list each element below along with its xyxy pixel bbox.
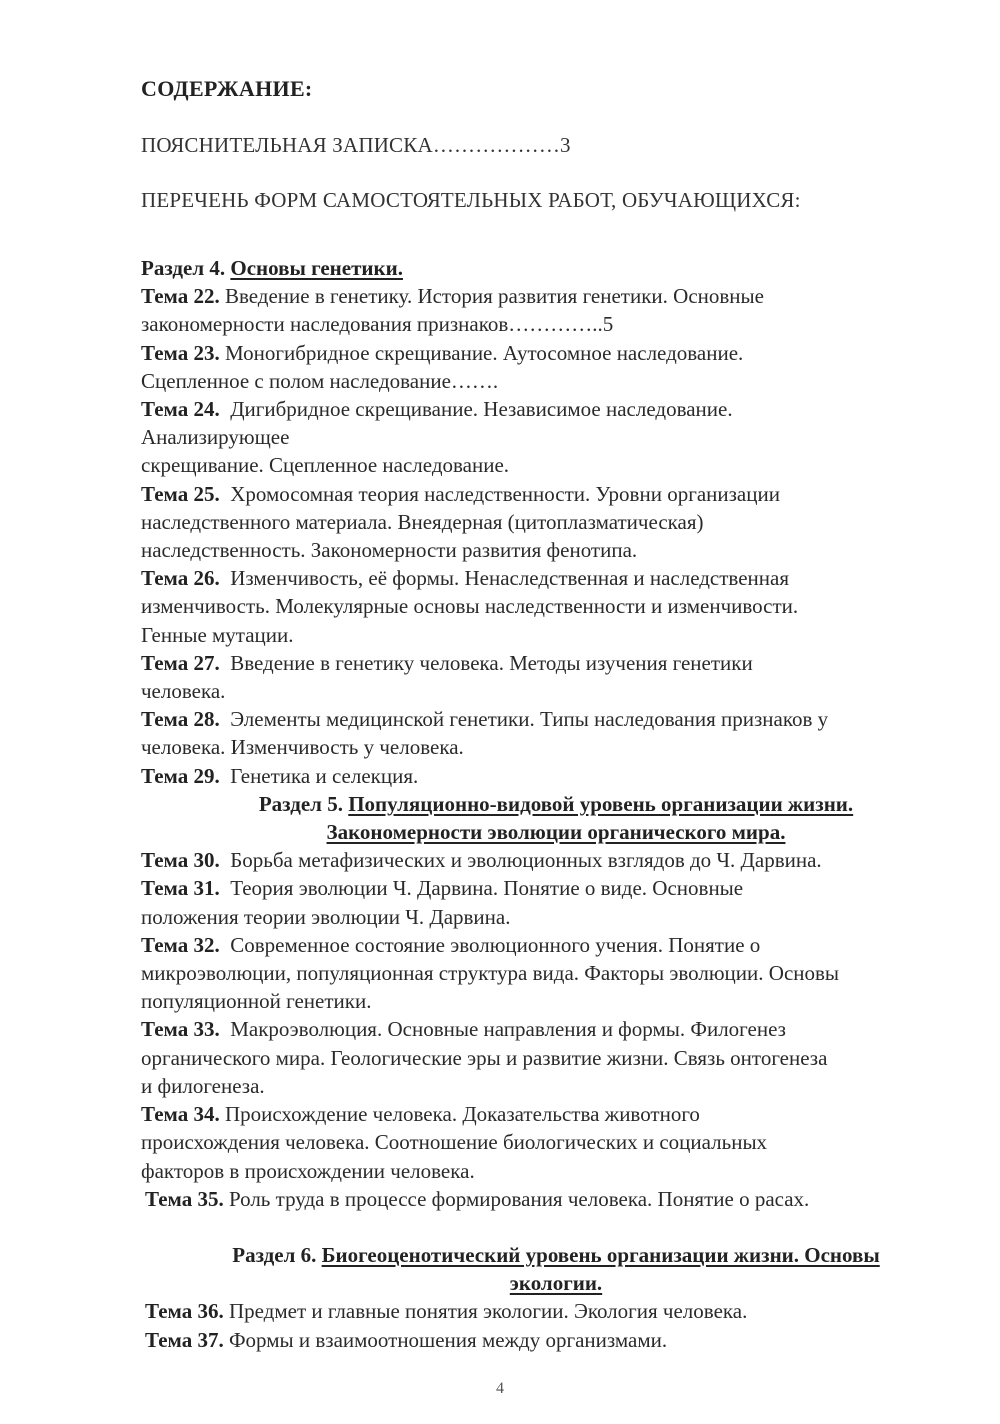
topic-label: Тема 33.: [141, 1017, 220, 1042]
section-heading: [141, 790, 971, 818]
topic-text: закономерности наследования признаков…………..5: [141, 312, 614, 337]
topic-entry: [141, 705, 971, 761]
topic-entry: [141, 931, 971, 1016]
topic-text: Формы и взаимоотношения между организмами.: [228, 1327, 668, 1352]
topic-text: происхождения человека. Соотношение биологических и социальных: [141, 1130, 768, 1155]
section-title: Основы генетики.: [230, 256, 403, 280]
topic-text: Генные мутации.: [141, 622, 294, 647]
topic-text: Элементы медицинской генетики. Типы наследования признаков у: [230, 707, 829, 732]
section-title: Биогеоценотический уровень организации жизни. Основы: [321, 1242, 880, 1267]
topic-text: органического мира. Геологические эры и развитие жизни. Связь онтогенеза: [141, 1045, 828, 1070]
topic-label: Тема 24.: [141, 397, 220, 422]
topic-label: Тема 25.: [141, 481, 220, 506]
section-heading-continued: [141, 1269, 971, 1297]
topic-text: изменчивость. Молекулярные основы наследственности и изменчивости.: [141, 594, 799, 619]
topic-text: Предмет и главные понятия экологии. Экология человека.: [228, 1299, 748, 1324]
topic-entry: [141, 282, 971, 338]
topic-entry: [141, 649, 971, 705]
explanatory-note-entry: ПОЯСНИТЕЛЬНАЯ ЗАПИСКА………………3: [141, 133, 571, 157]
topic-entry: [141, 339, 971, 395]
topic-label: Тема 22.: [141, 284, 220, 309]
topic-text: Изменчивость, её формы. Ненаследственная и наследственная: [230, 566, 789, 591]
topic-text: Роль труда в процессе формирования человека. Понятие о расах.: [228, 1186, 810, 1211]
topic-entry: [141, 762, 971, 790]
topic-text: Введение в генетику человека. Методы изучения генетики: [230, 650, 753, 675]
topic-text: Введение в генетику. История развития генетики. Основные: [224, 284, 764, 309]
section-title: экологии.: [509, 1271, 603, 1296]
topic-text: человека. Изменчивость у человека.: [141, 735, 464, 760]
section-heading-continued: [141, 818, 971, 846]
topic-text: Современное состояние эволюционного учения. Понятие о: [230, 932, 761, 957]
topic-text: положения теории эволюции Ч. Дарвина.: [141, 904, 511, 929]
topic-text: микроэволюции, популяционная структура вида. Факторы эволюции. Основы: [141, 961, 840, 986]
topic-label: Тема 30.: [141, 848, 220, 873]
topic-entry: [141, 480, 971, 565]
topic-entry: [141, 395, 971, 480]
topic-entry: [141, 1297, 971, 1325]
topic-label: Тема 28.: [141, 707, 220, 732]
section-label: Раздел 6.: [232, 1242, 317, 1267]
topic-label: Тема 31.: [141, 876, 220, 901]
topic-text: и филогенеза.: [141, 1073, 265, 1098]
section-label: Раздел 4.: [141, 256, 226, 280]
topic-label: Тема 35.: [145, 1186, 224, 1211]
topic-text: Борьба метафизических и эволюционных взглядов до Ч. Дарвина.: [230, 848, 822, 873]
topic-text: Генетика и селекция.: [230, 763, 419, 788]
topic-text: Макроэволюция. Основные направления и формы. Филогенез: [230, 1017, 786, 1042]
list-heading: ПЕРЕЧЕНЬ ФОРМ САМОСТОЯТЕЛЬНЫХ РАБОТ, ОБУЧАЮЩИХСЯ:: [141, 188, 801, 212]
topic-label: Тема 27.: [141, 650, 220, 675]
topic-text: Хромосомная теория наследственности. Уровни организации: [230, 481, 780, 506]
topic-text: Анализирующее: [141, 425, 290, 450]
topic-label: Тема 36.: [145, 1299, 224, 1324]
topic-entry: [141, 846, 971, 874]
spacer: [141, 1213, 971, 1241]
topic-label: Тема 37.: [145, 1327, 224, 1352]
topic-text: Сцепленное с полом наследование…….: [141, 368, 499, 393]
section-label: Раздел 5.: [258, 791, 343, 816]
topic-label: Тема 34.: [141, 1102, 220, 1127]
section-heading: [141, 1241, 971, 1269]
topic-text: наследственность. Закономерности развития фенотипа.: [141, 538, 638, 563]
topic-entry: [141, 1015, 971, 1100]
topic-label: Тема 23.: [141, 340, 220, 365]
topic-text: Происхождение человека. Доказательства животного: [224, 1102, 700, 1127]
section-title: Закономерности эволюции органического мира.: [326, 820, 786, 845]
table-of-contents: [141, 254, 971, 1354]
topic-label: Тема 32.: [141, 932, 220, 957]
contents-title: СОДЕРЖАНИЕ:: [141, 76, 313, 101]
topic-text: наследственного материала. Внеядерная (цитоплазматическая): [141, 509, 704, 534]
topic-label: Тема 26.: [141, 566, 220, 591]
topic-entry: [141, 1185, 971, 1213]
topic-entry: [141, 874, 971, 930]
page-number: 4: [496, 1380, 504, 1397]
topic-text: популяционной генетики.: [141, 989, 372, 1014]
section-heading: [141, 254, 971, 282]
section-title: Популяционно-видовой уровень организации жизни.: [348, 791, 854, 816]
topic-text: скрещивание. Сцепленное наследование.: [141, 453, 510, 478]
topic-entry: [141, 564, 971, 649]
topic-text: факторов в происхождении человека.: [141, 1158, 475, 1183]
topic-entry: [141, 1326, 971, 1354]
topic-text: Теория эволюции Ч. Дарвина. Понятие о виде. Основные: [230, 876, 744, 901]
topic-text: человека.: [141, 679, 226, 704]
topic-label: Тема 29.: [141, 763, 220, 788]
topic-entry: [141, 1100, 971, 1185]
topic-text: Дигибридное скрещивание. Независимое наследование.: [230, 397, 733, 422]
topic-text: Моногибридное скрещивание. Аутосомное наследование.: [224, 340, 744, 365]
